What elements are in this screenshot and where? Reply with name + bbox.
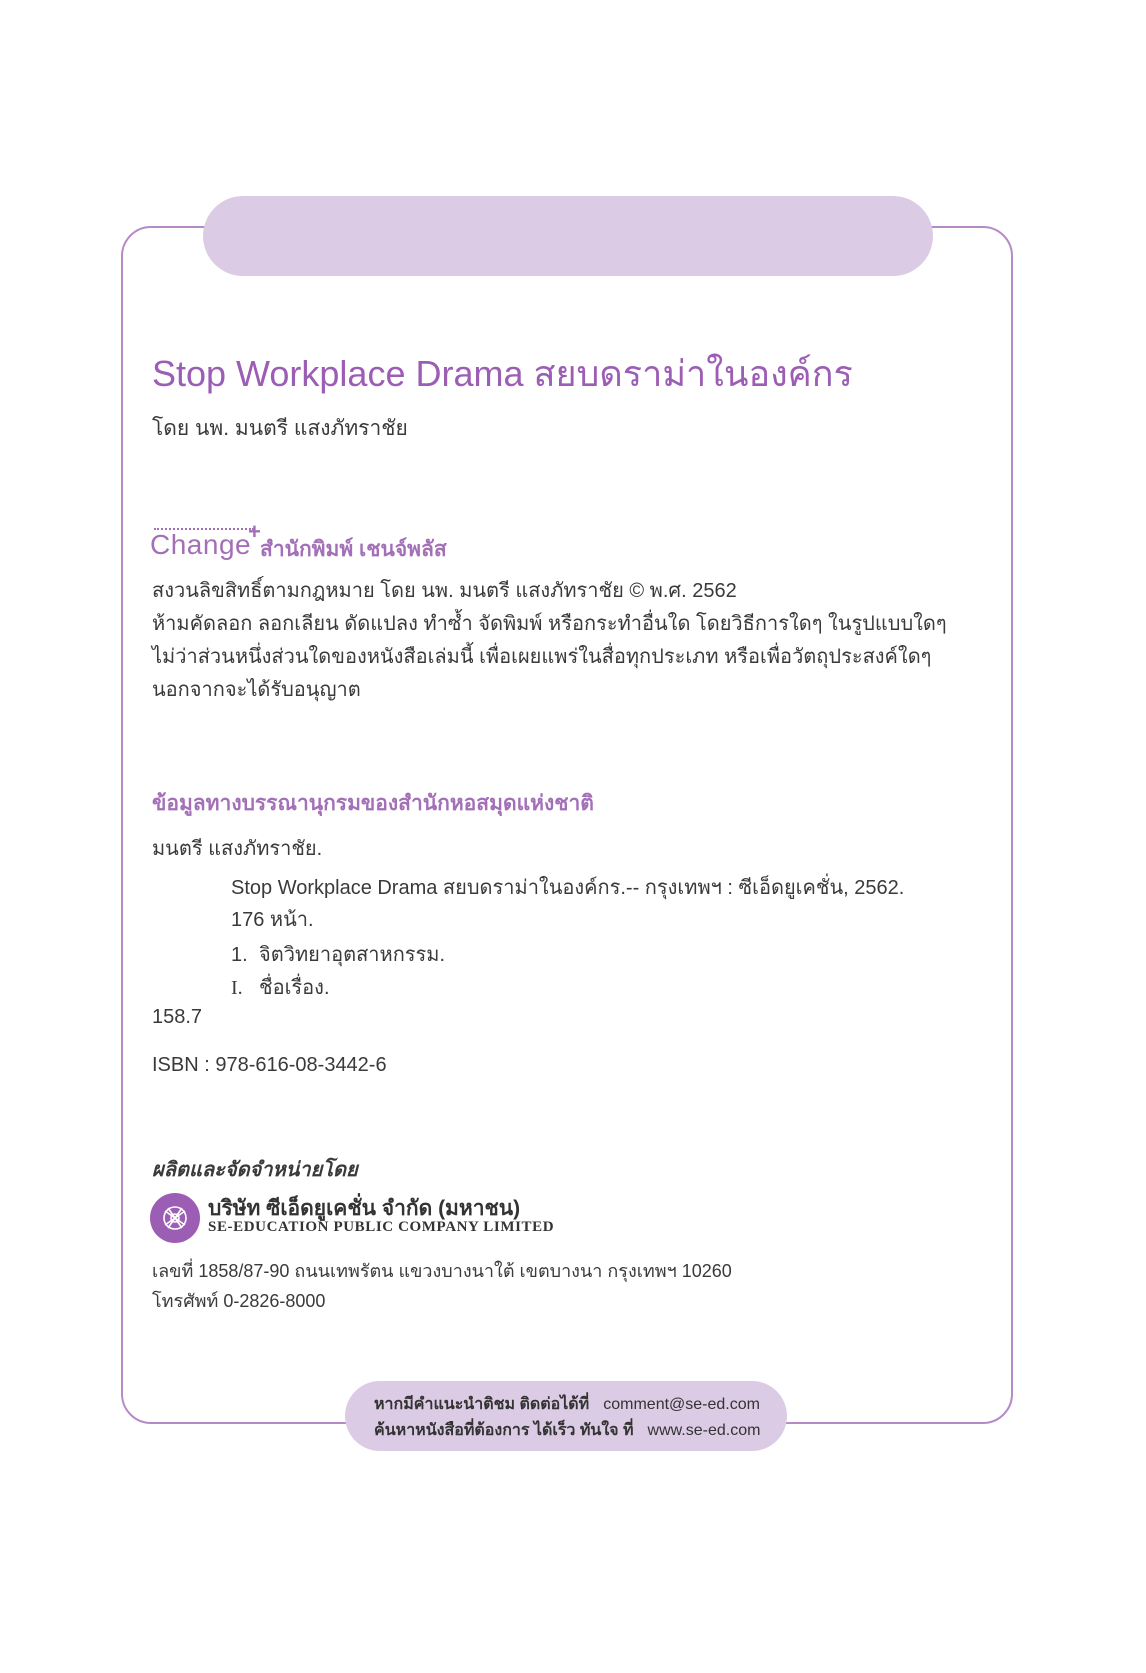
cip-pages: 176 หน้า. (231, 909, 314, 931)
top-tab-decoration (203, 196, 933, 276)
cip-subject-number: I. (231, 977, 243, 999)
isbn: ISBN : 978-616-08-3442-6 (152, 1054, 387, 1076)
cip-subject (231, 971, 330, 1003)
copyright-block (152, 574, 982, 706)
company-name-english: SE-EDUCATION PUBLIC COMPANY LIMITED (208, 1219, 555, 1235)
page-frame (121, 226, 1013, 1424)
cip-subject (231, 938, 445, 970)
publisher-logo-text: Change (150, 529, 252, 560)
copyright-line: ห้ามคัดลอก ลอกเลียน ดัดแปลง ทำซ้ำ จัดพิมพ์ หรือกระทำอื่นใด โดยวิธีการใดๆ ในรูปแบบใดๆ (152, 613, 947, 635)
class-number: 158.7 (152, 1006, 203, 1028)
cip-book-entry: Stop Workplace Drama สยบดราม่าในองค์กร.-- กรุงเทพฯ : ซีเอ็ดยูเคชั่น, 2562. (231, 877, 905, 899)
footer-search-label: ค้นหาหนังสือที่ต้องการ ได้เร็ว ทันใจ ที่ (374, 1422, 634, 1439)
book-title: Stop Workplace Drama สยบดราม่าในองค์กร (152, 353, 853, 394)
cip-subject-number: 1. (231, 944, 248, 966)
cip-subject-text: จิตวิทยาอุตสาหกรรม. (259, 944, 446, 966)
copyright-line: ไม่ว่าส่วนหนึ่งส่วนใดของหนังสือเล่มนี้ เพื่อเผยแพร่ในสื่อทุกประเภท หรือเพื่อวัตถุประสงค์ใดๆ (152, 646, 932, 668)
footer-comment (374, 1392, 760, 1417)
cip-author: มนตรี แสงภัทราชัย. (152, 838, 323, 860)
footer-comment-label: หากมีคำแนะนำติชม ติดต่อได้ที่ (374, 1396, 590, 1413)
website-link[interactable]: www.se-ed.com (647, 1422, 761, 1439)
company-phone: โทรศัพท์ 0-2826-8000 (152, 1291, 326, 1311)
book-author: โดย นพ. มนตรี แสงภัทราชัย (152, 417, 408, 440)
company-name-thai: บริษัท ซีเอ็ดยูเคชั่น จำกัด (มหาชน) (208, 1197, 521, 1220)
copyright-line: นอกจากจะได้รับอนุญาต (152, 679, 361, 701)
publisher-name: สำนักพิมพ์ เชนจ์พลัส (260, 538, 447, 561)
footer-search (374, 1418, 760, 1443)
plus-icon: + (248, 519, 261, 544)
company-address: เลขที่ 1858/87-90 ถนนเทพรัตน แขวงบางนาใต้ เขตบางนา กรุงเทพฯ 10260 (152, 1261, 732, 1281)
comment-email-link[interactable]: comment@se-ed.com (603, 1396, 760, 1413)
cip-heading: ข้อมูลทางบรรณานุกรมของสำนักหอสมุดแห่งชาติ (152, 792, 594, 815)
copyright-line: สงวนลิขสิทธิ์ตามกฎหมาย โดย นพ. มนตรี แสงภัทราชัย © พ.ศ. 2562 (152, 580, 737, 602)
se-ed-logo-icon (150, 1193, 200, 1243)
cip-subject-text: ชื่อเรื่อง. (259, 977, 330, 999)
distributor-label: ผลิตและจัดจำหน่ายโดย (152, 1159, 358, 1181)
